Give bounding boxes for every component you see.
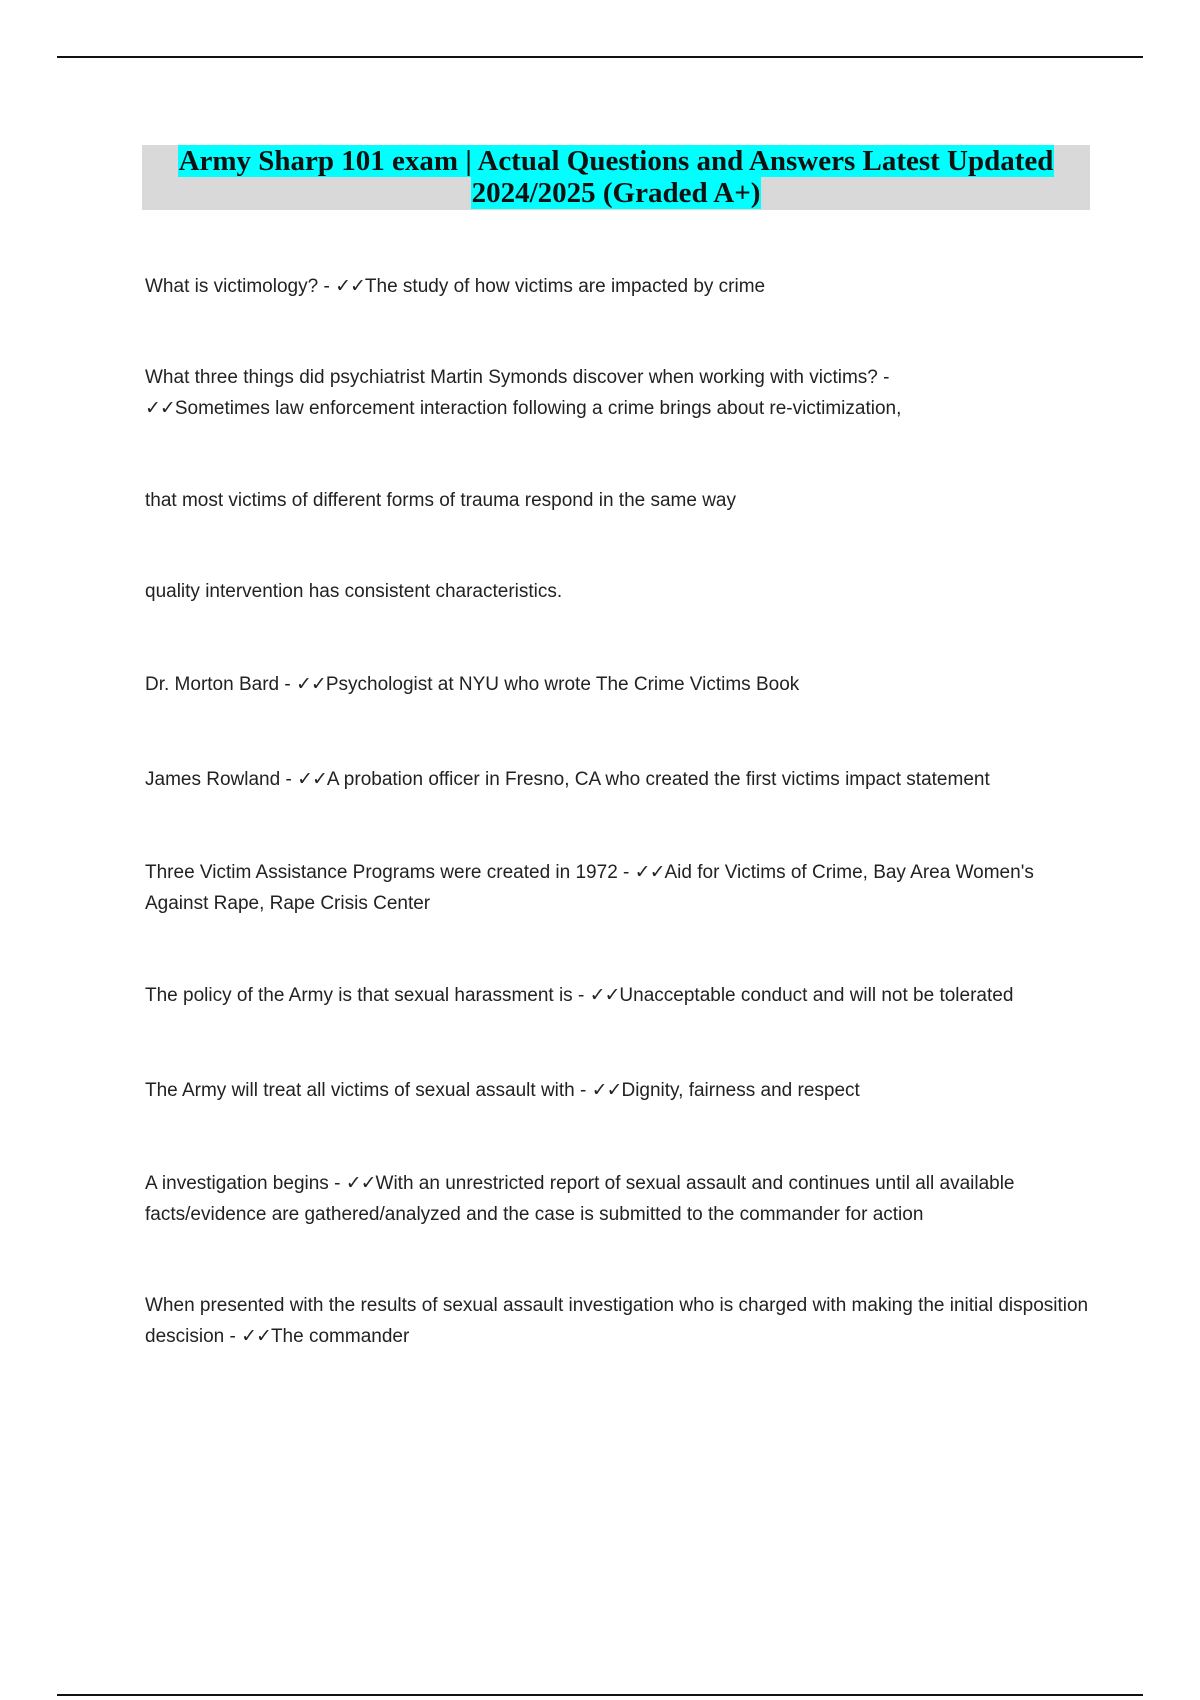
answer-text: Sometimes law enforcement interaction following a crime brings about re-victimization, bbox=[174, 398, 902, 419]
question-text: The Army will treat all victims of sexual assault with bbox=[145, 1080, 575, 1101]
check-icon: ✓✓ bbox=[145, 398, 175, 419]
check-icon: ✓✓ bbox=[634, 862, 665, 883]
qa-entry: The Army will treat all victims of sexual assault with - ✓✓Dignity, fairness and respect bbox=[145, 1080, 860, 1101]
check-icon: ✓✓ bbox=[345, 1173, 376, 1194]
check-icon: ✓✓ bbox=[591, 1080, 622, 1101]
answer-text: A probation officer in Fresno, CA who created the first victims impact statement bbox=[326, 769, 990, 790]
qa-entry: What is victimology? - ✓✓The study of how victims are impacted by crime bbox=[145, 276, 766, 297]
answer-continuation: that most victims of different forms of trauma respond in the same way bbox=[145, 490, 737, 511]
answer-continuation: quality intervention has consistent characteristics. bbox=[145, 581, 563, 602]
bottom-rule bbox=[57, 1694, 1143, 1696]
title-line-2: 2024/2025 (Graded A+) bbox=[471, 177, 761, 209]
question-text: Dr. Morton Bard bbox=[145, 674, 280, 695]
check-icon: ✓✓ bbox=[296, 674, 326, 695]
question-text: The policy of the Army is that sexual harassment is bbox=[145, 985, 573, 1006]
check-icon: ✓✓ bbox=[297, 769, 327, 790]
question-text: Three Victim Assistance Programs were created in 1972 bbox=[145, 862, 618, 883]
answer-text: The commander bbox=[270, 1326, 410, 1347]
question-text: What three things did psychiatrist Martin Symonds discover when working with victims? bbox=[145, 367, 878, 388]
qa-entry: The policy of the Army is that sexual harassment is - ✓✓Unacceptable conduct and will not be tolerated bbox=[145, 985, 1014, 1006]
check-icon: ✓✓ bbox=[241, 1326, 271, 1347]
top-rule bbox=[57, 56, 1143, 58]
answer-text: The study of how victims are impacted by crime bbox=[364, 276, 766, 297]
question-text: What is victimology? bbox=[145, 276, 319, 297]
answer-text: With an unrestricted report of sexual assault and continues until all available facts/evidence are gathered/analyzed and the case is submitted to the commander for action bbox=[145, 1173, 1015, 1225]
qa-entry: Dr. Morton Bard - ✓✓Psychologist at NYU who wrote The Crime Victims Book bbox=[145, 674, 800, 695]
document-title bbox=[142, 145, 1090, 210]
qa-entry: James Rowland - ✓✓A probation officer in Fresno, CA who created the first victims impact statement bbox=[145, 769, 990, 790]
answer-text: Dignity, fairness and respect bbox=[621, 1080, 860, 1101]
qa-entry: A investigation begins - ✓✓With an unrestricted report of sexual assault and continues until all available facts/evidence are gathered/analyzed and the case is submitted to the commander for action bbox=[145, 1173, 1015, 1225]
question-text: A investigation begins bbox=[145, 1173, 329, 1194]
answer-text: Psychologist at NYU who wrote The Crime Victims Book bbox=[325, 674, 800, 695]
qa-entry: When presented with the results of sexual assault investigation who is charged with making the initial disposition descision - ✓✓The commander bbox=[145, 1295, 1089, 1347]
check-icon: ✓✓ bbox=[335, 276, 365, 297]
check-icon: ✓✓ bbox=[589, 985, 620, 1006]
title-line-1: Army Sharp 101 exam | Actual Questions and Answers Latest Updated bbox=[178, 145, 1054, 177]
qa-entry: What three things did psychiatrist Martin Symonds discover when working with victims? - ✓✓Sometimes law enforcement interaction following a crime brings about re-victimization, bbox=[145, 367, 902, 419]
qa-entry: Three Victim Assistance Programs were created in 1972 - ✓✓Aid for Victims of Crime, Bay Area Women's Against Rape, Rape Crisis Center bbox=[145, 862, 1034, 914]
question-text: When presented with the results of sexual assault investigation who is charged with making the initial disposition descision bbox=[145, 1295, 1089, 1347]
answer-text: Unacceptable conduct and will not be tolerated bbox=[619, 985, 1014, 1006]
answer-text: Aid for Victims of Crime, Bay Area Women's Against Rape, Rape Crisis Center bbox=[145, 862, 1034, 914]
question-text: James Rowland bbox=[145, 769, 281, 790]
